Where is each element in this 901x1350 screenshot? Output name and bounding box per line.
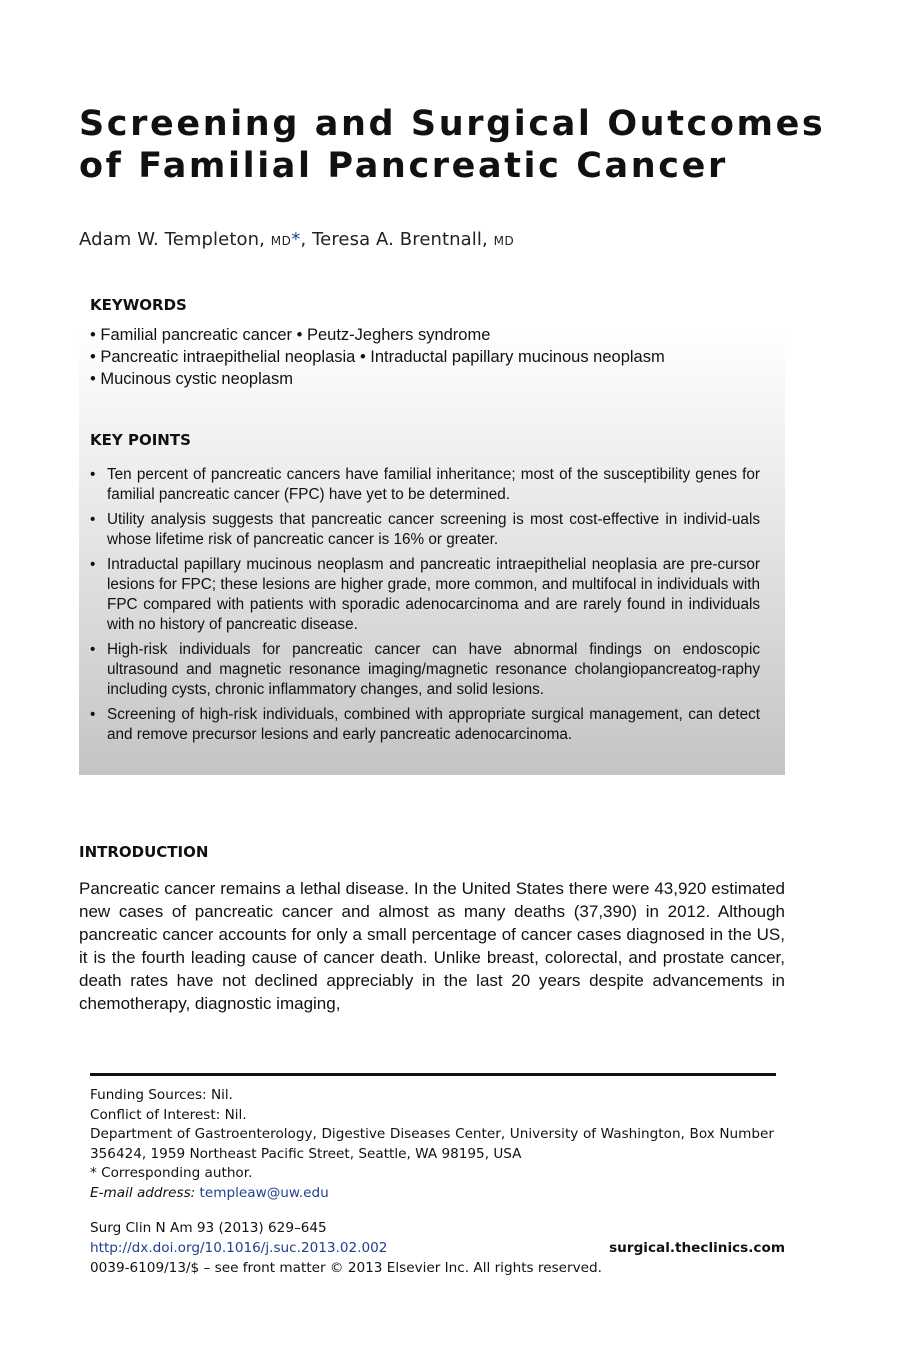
author-1-name: Adam W. Templeton,	[79, 229, 271, 250]
email-note	[90, 1184, 774, 1204]
author-1-degree: MD	[270, 234, 292, 248]
key-point-item	[90, 465, 760, 505]
conflict-note: Conflict of Interest: Nil.	[90, 1106, 247, 1123]
key-point-item	[90, 555, 760, 635]
journal-citation: Surg Clin N Am 93 (2013) 629–645	[90, 1220, 327, 1236]
key-point-item	[90, 510, 760, 550]
key-point-item	[90, 705, 760, 745]
bullet: •	[90, 706, 96, 723]
author-list	[79, 229, 514, 250]
footnotes	[90, 1086, 774, 1204]
footnote-divider	[90, 1073, 776, 1076]
email-link[interactable]: templeaw@uw.edu	[199, 1184, 329, 1201]
key-points-list	[90, 465, 760, 750]
email-label: E-mail address:	[90, 1184, 200, 1201]
article-title	[79, 103, 839, 187]
corresponding-author-mark[interactable]: *	[291, 229, 301, 250]
key-point-text: Ten percent of pancreatic cancers have familial inheritance; most of the susceptibility genes for familial pancreatic cancer (FPC) have yet to be determined.	[107, 466, 760, 503]
doi-link[interactable]: http://dx.doi.org/10.1016/j.suc.2013.02.002	[90, 1240, 388, 1256]
citation-block	[90, 1218, 785, 1278]
bullet: •	[90, 556, 96, 573]
key-point-item	[90, 640, 760, 700]
bullet: •	[90, 641, 96, 658]
introduction-heading: INTRODUCTION	[79, 843, 209, 861]
keyword-line: • Familial pancreatic cancer • Peutz-Jeghers syndrome	[90, 326, 491, 344]
bullet: •	[90, 511, 96, 528]
copyright-note: 0039-6109/13/$ – see front matter © 2013 Elsevier Inc. All rights reserved.	[90, 1260, 602, 1276]
author-2-name: , Teresa A. Brentnall,	[300, 229, 494, 250]
affiliation-note: Department of Gastroenterology, Digestive Diseases Center, University of Washington, Box Number 356424, 1959 Northeast Pacific Street, Seattle, WA 98195, USA	[90, 1126, 774, 1162]
introduction-paragraph: Pancreatic cancer remains a lethal disease. In the United States there were 43,920 estimated new cases of pancreatic cancer and almost as many deaths (37,390) in 2012. Although pancreatic cancer accounts for only a small percentage of cancer cases diagnosed in the US, it is the fourth leading cause of cancer death. Unlike breast, colorectal, and prostate cancer, death rates have not declined appreciably in the last 20 years despite advancements in chemotherapy, diagnostic imaging,	[79, 879, 785, 1013]
corresponding-note: * Corresponding author.	[90, 1165, 253, 1182]
key-points-heading: KEY POINTS	[90, 431, 191, 449]
key-point-text: Intraductal papillary mucinous neoplasm and pancreatic intraepithelial neoplasia are pre-cursor lesions for FPC; these lesions are higher grade, more common, and multifocal in individuals with FPC compared with patients with sporadic adenocarcinoma and are rarely found in individuals with no history of pancreatic disease.	[107, 556, 760, 633]
keyword-line: • Pancreatic intraepithelial neoplasia • Intraductal papillary mucinous neoplasm	[90, 348, 665, 366]
key-point-text: High-risk individuals for pancreatic cancer can have abnormal findings on endoscopic ultrasound and magnetic resonance imaging/magnetic resonance cholangiopancreatog-raphy including cysts, chronic inflammatory changes, and solid lesions.	[107, 641, 760, 698]
title-line-1: Screening and Surgical Outcomes	[79, 104, 826, 144]
key-point-text: Utility analysis suggests that pancreatic cancer screening is most cost-effective in individ-uals whose lifetime risk of pancreatic cancer is 16% or greater.	[107, 511, 760, 548]
bullet: •	[90, 466, 96, 483]
keyword-line: • Mucinous cystic neoplasm	[90, 370, 293, 388]
journal-site: surgical.theclinics.com	[609, 1240, 785, 1256]
title-line-2: of Familial Pancreatic Cancer	[79, 146, 728, 186]
keywords-heading: KEYWORDS	[90, 296, 187, 314]
funding-note: Funding Sources: Nil.	[90, 1087, 233, 1103]
author-2-degree: MD	[493, 234, 515, 248]
key-point-text: Screening of high-risk individuals, combined with appropriate surgical management, can detect and remove precursor lesions and early pancreatic adenocarcinoma.	[107, 706, 760, 743]
